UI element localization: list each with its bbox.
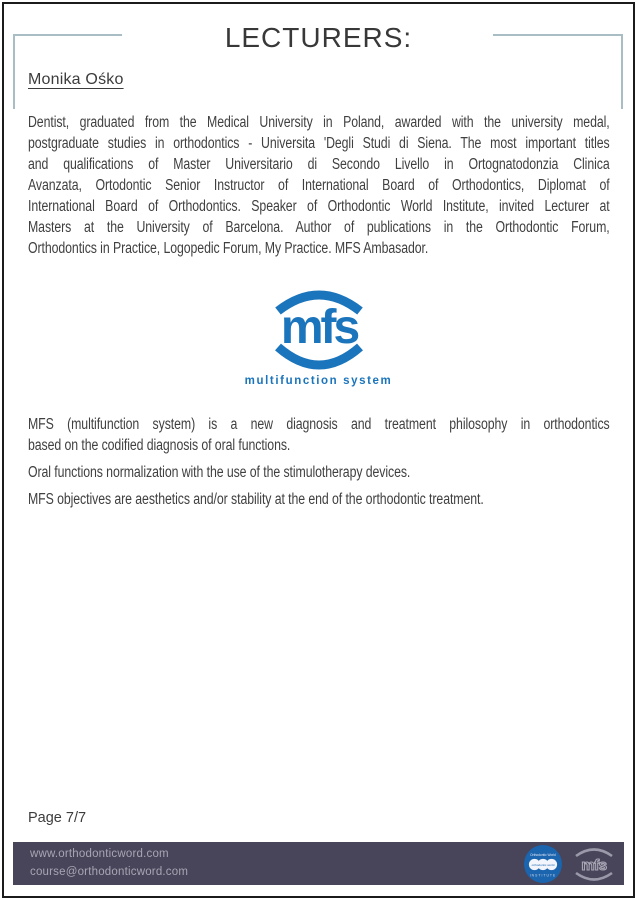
badge-top-text: Orthodontic World <box>530 852 556 857</box>
mfs-description-paragraph <box>28 414 610 456</box>
description-line: MFS objectives are aesthetics and/or stability at the end of the orthodontic treatment. <box>28 491 484 508</box>
mfs-acronym: mfs <box>280 301 357 354</box>
lecturer-bio-paragraph <box>28 112 610 259</box>
bio-line: Dentist, graduated from the Medical University in Poland, awarded with the university medal, <box>28 114 610 131</box>
bio-line: International Board of Orthodontics. Speaker of Orthodontic World Institute, invited Lecturer at <box>28 198 610 215</box>
footer-contact <box>30 846 188 881</box>
oral-functions-paragraph <box>28 462 610 483</box>
bio-line: and qualifications of Master Universitario di Secondo Livello in Ortognatodonzia Clinica <box>28 156 610 173</box>
mfs-emblem-icon <box>257 285 381 373</box>
footer-email-link[interactable]: course@orthodonticword.com <box>30 866 189 878</box>
page-number: Page 7/7 <box>28 810 87 826</box>
badge-institute-label: INSTITUTE <box>529 873 557 877</box>
mfs-objectives-paragraph <box>28 489 610 510</box>
page-title: LECTURERS: <box>224 22 413 53</box>
bio-line: postgraduate studies in orthodontics - Universita 'Degli Studi di Siena. The most important titles <box>28 135 610 152</box>
description-line: Oral functions normalization with the use of the stimulotherapy devices. <box>28 464 411 481</box>
bio-line: Avanzata, Ortodontic Senior Instructor of International Board of Orthodontics, Diplomat of <box>28 177 610 194</box>
lecturer-name: Monika Ośko <box>28 71 124 88</box>
description-line: based on the codified diagnosis of oral functions. <box>28 437 291 454</box>
bio-line: Masters at the University of Barcelona. Author of publications in the Orthodontic Forum, <box>28 219 610 236</box>
footer-website-link[interactable]: www.orthodonticword.com <box>30 848 169 860</box>
footer-bar <box>13 842 624 885</box>
mfs-small-logo-icon <box>571 844 617 884</box>
mfs-logo <box>0 285 637 387</box>
description-line: MFS (multifunction system) is a new diagnosis and treatment philosophy in orthodontics <box>28 416 610 433</box>
footer-logos <box>524 844 617 884</box>
orthodontic-world-institute-badge-icon <box>524 845 562 883</box>
mfs-wordmark: multifunction system <box>244 375 393 387</box>
badge-band-text: orthodontic world <box>531 862 555 867</box>
mfs-small-acronym: mfs <box>581 856 607 874</box>
bio-line: Orthodontics in Practice, Logopedic Forum, My Practice. MFS Ambasador. <box>28 240 429 257</box>
